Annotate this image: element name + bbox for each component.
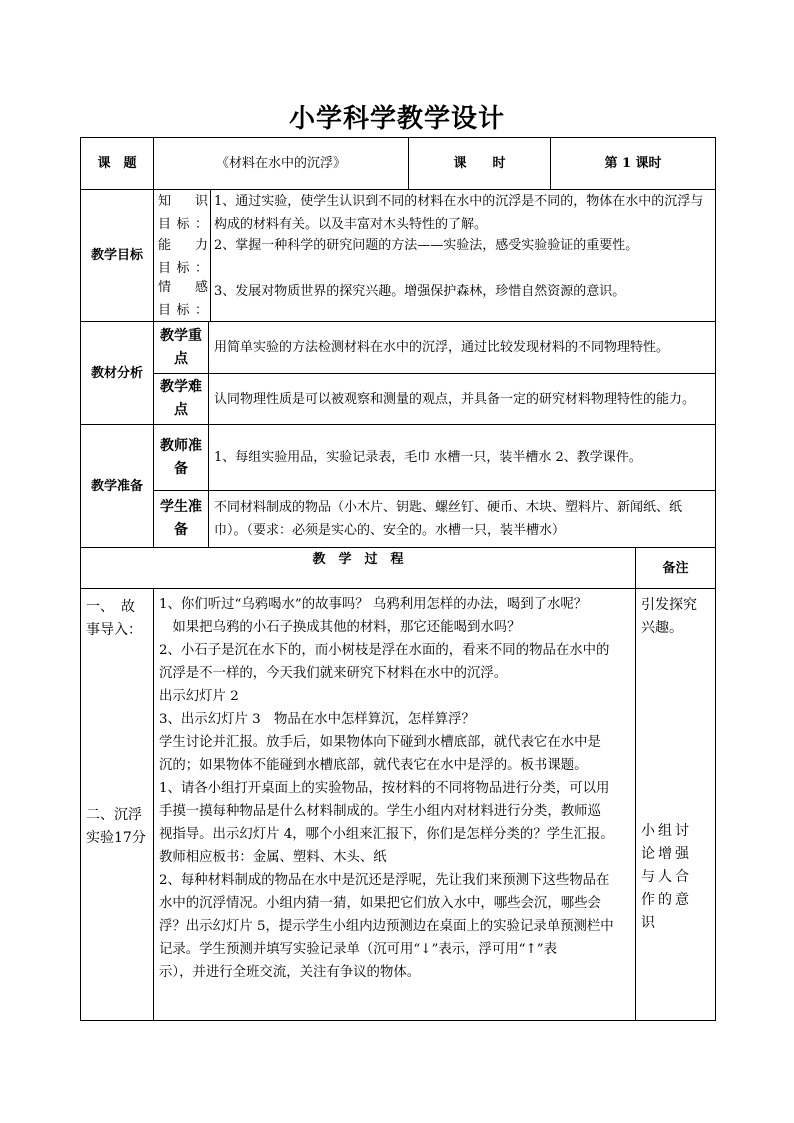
topic-label: 课 题 [97,156,137,171]
teacher-prep-text: 1、每组实验用品，实验记录表，毛巾 水槽一只，装半槽水 2、教学课件。 [214,450,642,465]
page-title: 小学科学教学设计 [288,104,505,134]
process-line: 2、每种材料制成的物品在水中是沉还是浮呢，先让我们来预测下这些物品在 [159,873,610,888]
student-prep-text: 不同材料制成的物品（小木片、钥匙、螺丝钉、硬币、木块、塑料片、新闻纸、纸巾）。（要求：必须是实心的、安全的。水槽一只，装半槽水） [214,500,683,538]
process-line: 1、请各小组打开桌面上的实验物品，按材料的不同将物品进行分类，可以用 [159,781,610,796]
period-value: 第 1 课时 [604,156,662,171]
note-interest: 引发探究兴趣。 [641,597,697,636]
student-prep-label: 学生准备 [160,499,202,538]
process-line: 手摸一摸每种物品是什么材料制成的。学生小组内对材料进行分类，教师巡 [159,804,601,819]
process-line: 浮？出示幻灯片 5，提示学生小组内边预测边在桌面上的实验记录单预测栏中 [159,919,614,934]
process-line: 沉浮是不一样的，今天我们就来研究下材料在水中的沉浮。 [159,666,508,681]
table-border-bottom [80,1020,716,1021]
preparation-section-label: 教学准备 [90,478,143,494]
goal-text-emotion: 3、发展对物质世界的探究兴趣。增强保护森林，珍惜自然资源的意识。 [214,284,626,299]
note-cooperation: 小组讨论增强与人合作的意识 [641,823,692,931]
goal-text-ability: 2、掌握一种科学的研究问题的方法——实验法，感受实验验证的重要性。 [214,238,639,253]
goal-label-ability: 能 力目标： [158,238,208,276]
process-line: 示），并进行全班交流，关注有争议的物体。 [159,965,421,980]
process-line: 3、出示幻灯片 3 物品在水中怎样算沉，怎样算浮？ [159,712,475,727]
table-rule [153,137,154,547]
difficulty-label: 教学难点 [160,379,202,418]
process-line: 1、你们听过“乌鸦喝水”的故事吗？ 乌鸦利用怎样的办法，喝到了水呢？ [159,597,588,612]
process-line: 水中的沉浮情况。小组内猜一猜，如果把它们放入水中，哪些会沉，哪些会 [159,896,601,911]
process-line: 学生讨论并汇报。放手后，如果物体向下碰到水槽底部，就代表它在水中是 [159,735,601,750]
table-rule [208,321,209,547]
process-header: 教 学 过 程 [312,552,404,567]
goal-label-emotion: 情 感目标： [158,280,208,318]
teacher-prep-label: 教师准备 [160,437,202,477]
table-rule [153,588,154,1021]
analysis-section-label: 教材分析 [90,365,143,381]
goals-section-label: 教学目标 [90,248,143,263]
stage-label-experiment: 二、沉浮实验17分 [86,807,146,846]
table-border-right [715,137,716,1021]
process-line: 记录。学生预测并填写实验记录单（沉可用“↓”表示，浮可用“↑”表 [159,942,557,957]
process-line: 视指导。出示幻灯片 4，哪个小组来汇报下，你们是怎样分类的？学生汇报。 [159,827,614,842]
stage-label-story: 一、 故事导入： [86,599,142,638]
table-rule [210,189,211,321]
key-point-text: 用简单实验的方法检测材料在水中的沉浮，通过比较发现材料的不同物理特性。 [214,340,670,355]
period-label: 课 时 [453,156,506,171]
table-rule [635,547,636,1021]
process-line: 出示幻灯片 2 [159,689,239,704]
goal-text-knowledge: 1、通过实验，使学生认识到不同的材料在水中的沉浮是不同的，物体在水中的沉浮与构成的材料有关。以及丰富对木头特性的了解。 [214,194,704,232]
notes-header: 备注 [662,560,689,576]
process-content [159,593,634,984]
table-rule [80,588,716,589]
process-line: 2、小石子是沉在水下的，而小树枝是浮在水面的，看来不同的物品在水中的 [159,643,610,658]
topic-value: 《材料在水中的沉浮》 [215,156,346,171]
difficulty-text: 认同物理性质是可以被观察和测量的观点，并具备一定的研究材料物理特性的能力。 [214,391,696,407]
goal-label-knowledge: 知 识目标： [158,194,208,232]
key-point-label: 教学重点 [160,327,202,367]
process-line: 如果把乌鸦的小石子换成其他的材料，那它还能喝到水吗？ [159,620,521,635]
process-line: 沉的；如果物体不能碰到水槽底部，就代表它在水中是浮的。板书课题。 [159,758,588,773]
process-line: 教师相应板书：金属、塑料、木头、纸 [159,850,387,865]
